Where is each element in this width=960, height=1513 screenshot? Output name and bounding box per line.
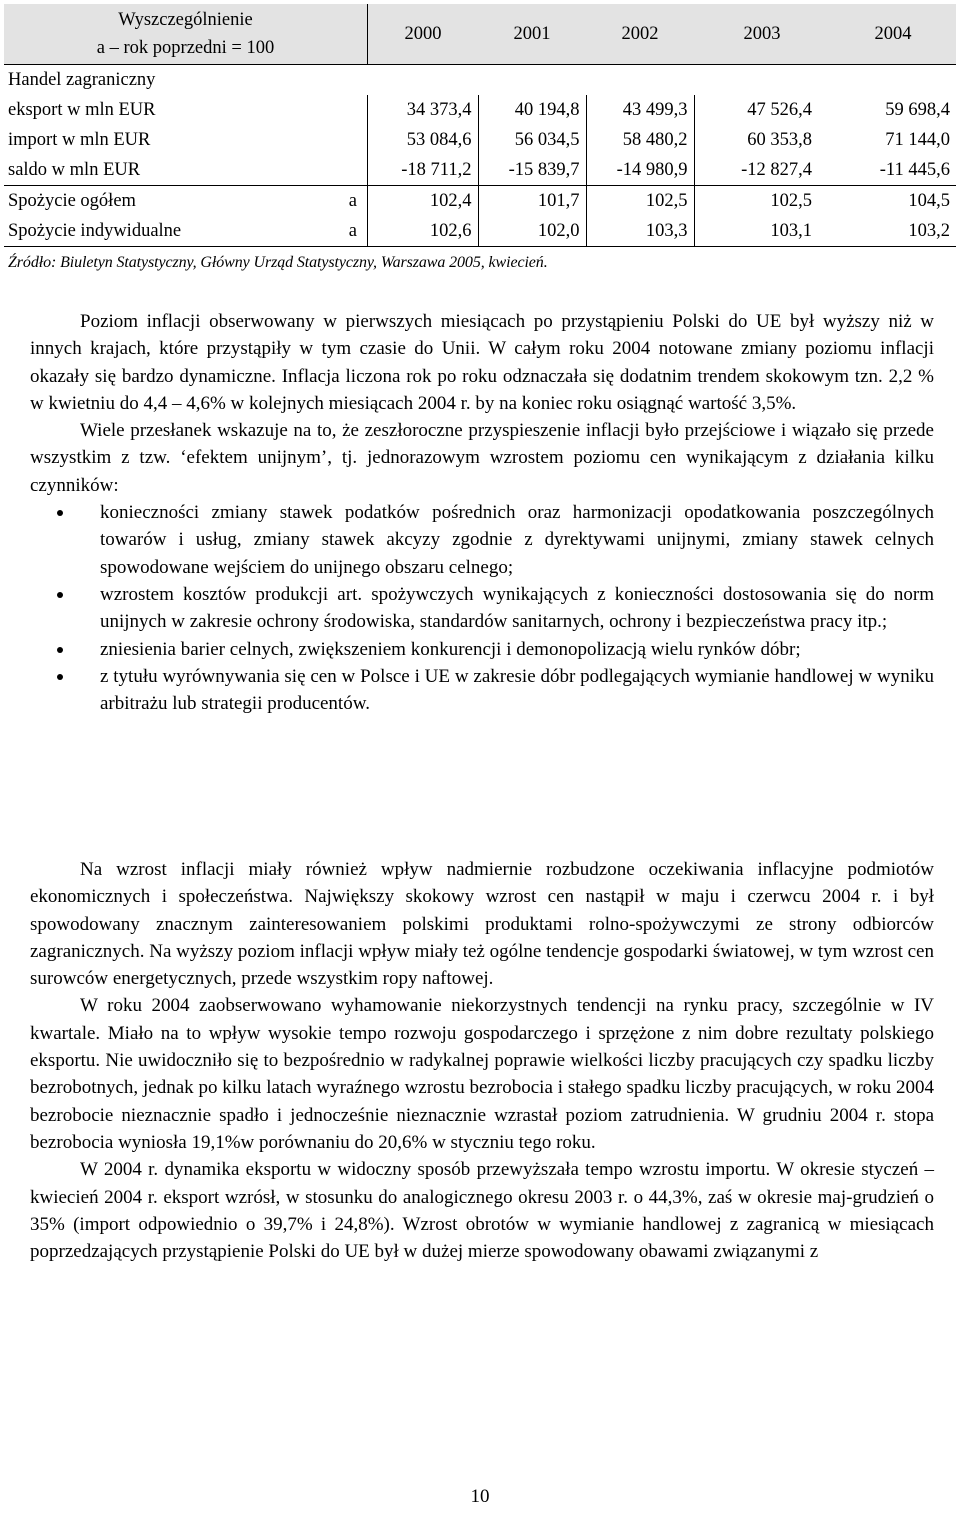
cell-value: 102,5 xyxy=(586,186,694,217)
paragraph: Na wzrost inflacji miały również wpływ nadmiernie rozbudzone oczekiwania inflacyjne podmiotów ekonomicznych i społeczeństwa. Największy skokowy wzrost cen nastąpił w maju i czerwcu 2004 r. i był spowodowany znacznym zainteresowaniem polskimi produktami rolno-spożywczymi ze strony odbiorców zagranicznych. Na wyższy poziom inflacji wpływ miały też ogólne tendencje gospodarki światowej, w tym wzrost cen surowców energetycznych, przede wszystkim ropy naftowej. xyxy=(30,859,934,990)
list-item-text: zniesienia barier celnych, zwiększeniem konkurencji i demonopolizacją wielu rynków dóbr; xyxy=(100,638,801,660)
cell-value: -14 980,9 xyxy=(586,155,694,186)
body-text-block-2 xyxy=(30,856,934,1265)
row-label: Spożycie ogółem xyxy=(4,186,327,217)
page-number: 10 xyxy=(470,1486,490,1507)
cell-value: 103,2 xyxy=(830,216,956,247)
cell-value: 60 353,8 xyxy=(747,130,812,150)
cell-value: 59 698,4 xyxy=(885,100,950,120)
paragraph: W roku 2004 zaobserwowano wyhamowanie niekorzystnych tendencji na rynku pracy, szczególnie w IV kwartale. Miało na to wpływ wysokie tempo rozwoju gospodarczego i sprzężone z nim dobre rezultaty polskiego eksportu. Nie uwidoczniło się to bezpośrednio w radykalnej poprawie wielkości liczby pracujących czy spadku liczby bezrobotnych, jednak po kilku latach wyraźnego wzrostu bezrobocia i stałego spadku liczby pracujących, w roku 2004 bezrobocie nieznacznie spadło i jednocześnie nieznacznie wzrastał poziom zatrudnienia. W grudniu 2004 r. stopa bezrobocia wyniosła 19,1%w porównaniu do 20,6% w styczniu tego roku. xyxy=(30,995,934,1153)
header-description xyxy=(4,4,368,65)
header-year: 2002 xyxy=(586,4,694,65)
table-row xyxy=(4,125,956,155)
bullet-icon xyxy=(57,510,63,516)
row-label: import w mln EUR xyxy=(8,130,151,150)
header-year: 2003 xyxy=(694,4,830,65)
list-item-text: konieczności zmiany stawek podatków pośrednich oraz harmonizacji opodatkowania poszczególnych towarów i usług, zmiany stawek akcyzy zgodnie z dyrektywami unijnymi, zmiany stawek celnych spowodowane wejściem do unijnego obszaru celnego; xyxy=(100,502,934,578)
list-item-text: wzrostem kosztów produkcji art. spożywczych wynikających z konieczności dostosowania się do norm unijnych w zakresie ochrony środowiska, standardów sanitarnych, ochrony i bezpieczeństwa pracy itp.; xyxy=(100,583,934,633)
cell-value: 56 034,5 xyxy=(478,125,586,155)
paragraph: W 2004 r. dynamika eksportu w widoczny sposób przewyższała tempo wzrostu importu. W okresie styczeń – kwiecień 2004 r. eksport wzrósł, w stosunku do analogicznego okresu 2003 r. o 44,3%, zaś w okresie maj-grudzień o 35% (import odpowiednio o 39,7% i 24,8%). Wzrost obrotów w wymianie handlowej z zagranicą w miesiącach poprzedzających przystąpienie Polski do UE był w dużej mierze spowodowany obawami związanymi z xyxy=(30,1159,934,1263)
bullet-list xyxy=(30,499,934,717)
row-label: eksport w mln EUR xyxy=(8,100,156,120)
list-item xyxy=(30,636,934,663)
cell-value: 71 144,0 xyxy=(885,130,950,150)
cell-value: -12 827,4 xyxy=(741,160,812,180)
bullet-icon xyxy=(57,647,63,653)
list-item xyxy=(30,663,934,718)
cell-value: 58 480,2 xyxy=(586,125,694,155)
table-row xyxy=(4,186,956,217)
cell-value: -15 839,7 xyxy=(478,155,586,186)
cell-value: 34 373,4 xyxy=(368,95,479,125)
table-source-note: Źródło: Biuletyn Statystyczny, Główny Urząd Statystyczny, Warszawa 2005, kwiecień. xyxy=(8,254,548,271)
paragraph: Poziom inflacji obserwowany w pierwszych miesiącach po przystąpieniu Polski do UE był wyższy niż w innych krajach, które przystąpiły w tym czasie do Unii. W całym roku 2004 notowane zmiany poziomu inflacji okazały się bardzo dynamiczne. Inflacja liczona rok po roku odznaczała się dodatnim trendem skokowym tzn. 2,2 % w kwietniu do 4,4 – 4,6% w kolejnych miesiącach 2004 r. by na koniec roku osiągnąć wartość 3,5%. xyxy=(30,311,934,414)
cell-value: -11 445,6 xyxy=(879,160,950,180)
row-label: Spożycie indywidualne xyxy=(4,216,327,247)
table-header-row xyxy=(4,4,956,65)
cell-value: 102,6 xyxy=(368,216,479,247)
row-mark xyxy=(327,155,368,186)
table-row xyxy=(4,95,956,125)
section-label: Handel zagraniczny xyxy=(8,70,156,90)
header-title: Wyszczególnienie xyxy=(118,10,253,30)
table-section-row xyxy=(4,65,956,96)
row-mark xyxy=(327,125,368,155)
cell-value: 102,0 xyxy=(478,216,586,247)
cell-value: 103,1 xyxy=(694,216,830,247)
header-note: a – rok poprzedni = 100 xyxy=(96,38,275,58)
cell-value: 104,5 xyxy=(830,186,956,217)
bullet-icon xyxy=(57,592,63,598)
cell-value: -18 711,2 xyxy=(368,155,479,186)
table-row xyxy=(4,216,956,247)
row-label: saldo w mln EUR xyxy=(8,160,141,180)
body-text-block-1 xyxy=(30,308,934,717)
bullet-icon xyxy=(57,674,63,680)
cell-value: 53 084,6 xyxy=(368,125,479,155)
row-mark: a xyxy=(327,216,368,247)
cell-value: 47 526,4 xyxy=(747,100,812,120)
cell-value: 103,3 xyxy=(586,216,694,247)
list-item xyxy=(30,581,934,636)
paragraph: Wiele przesłanek wskazuje na to, że zeszłoroczne przyspieszenie inflacji było przejściowe i wiązało się przede wszystkim z tzw. ‘efektem unijnym’, tj. jednorazowym wzrostem poziomu cen wynikającym z działania kilku czynników: xyxy=(30,420,934,496)
row-mark xyxy=(327,95,368,125)
header-year: 2000 xyxy=(368,4,479,65)
cell-value: 40 194,8 xyxy=(478,95,586,125)
statistics-table xyxy=(4,4,956,247)
list-item-text: z tytułu wyrównywania się cen w Polsce i UE w zakresie dóbr podlegających wymianie handlowej w wyniku arbitrażu lub strategii producentów. xyxy=(100,665,934,715)
cell-value: 101,7 xyxy=(478,186,586,217)
row-mark: a xyxy=(327,186,368,217)
header-year: 2001 xyxy=(478,4,586,65)
cell-value: 102,4 xyxy=(368,186,479,217)
header-year: 2004 xyxy=(830,4,956,65)
table-row xyxy=(4,155,956,186)
cell-value: 102,5 xyxy=(694,186,830,217)
cell-value: 43 499,3 xyxy=(586,95,694,125)
list-item xyxy=(30,499,934,581)
